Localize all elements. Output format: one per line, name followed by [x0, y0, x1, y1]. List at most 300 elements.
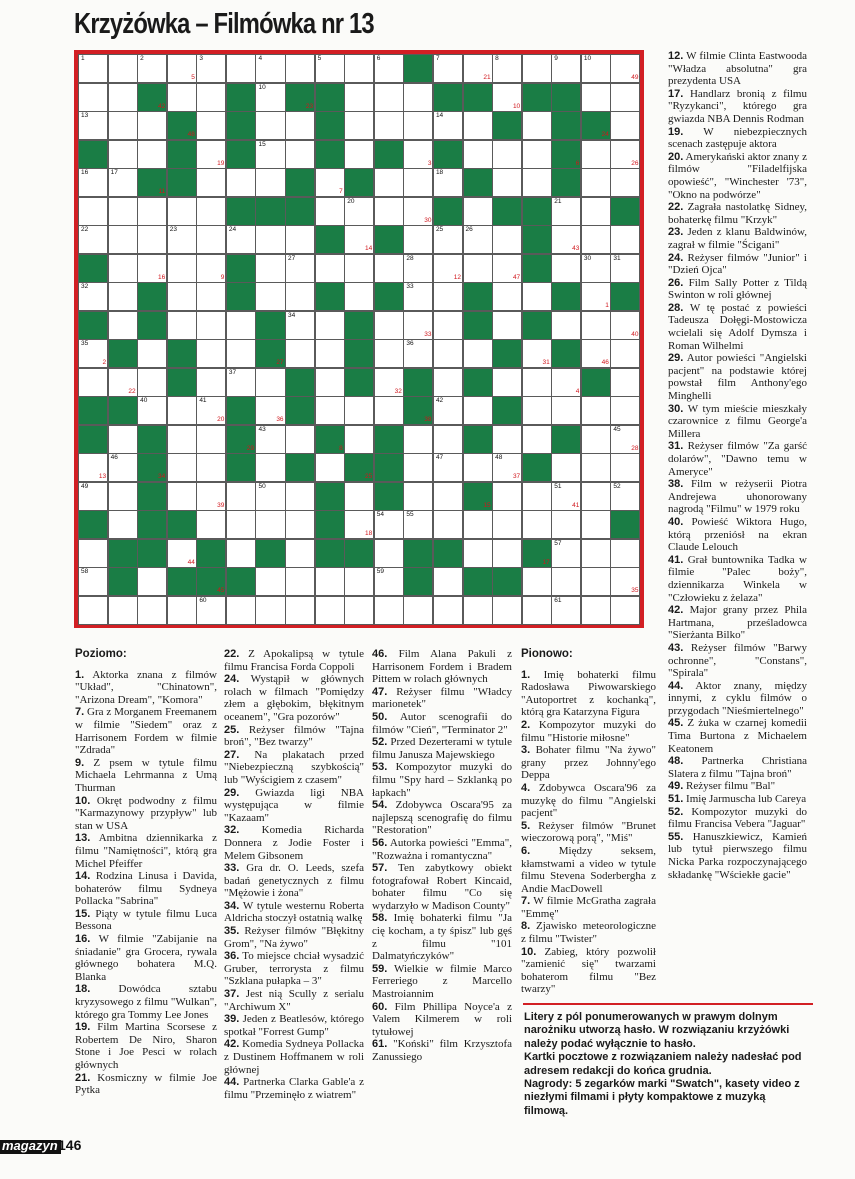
grid-cell[interactable]: [196, 225, 226, 254]
grid-cell[interactable]: [551, 453, 581, 482]
grid-cell[interactable]: [226, 168, 256, 197]
grid-cell[interactable]: [463, 111, 493, 140]
grid-cell[interactable]: [581, 539, 611, 568]
grid-cell[interactable]: [433, 225, 463, 254]
grid-cell[interactable]: [226, 225, 256, 254]
grid-cell[interactable]: [196, 54, 226, 83]
grid-cell[interactable]: [403, 168, 433, 197]
grid-cell[interactable]: [344, 254, 374, 283]
black-cell: [285, 368, 315, 397]
clue-text: Zagrała nastolatkę Sidney, bohaterkę filmu "Krzyk": [668, 201, 807, 226]
grid-cell[interactable]: [374, 111, 404, 140]
grid-cell[interactable]: [433, 111, 463, 140]
grid-cell[interactable]: [433, 567, 463, 596]
clue-text: W filmie "Zabijanie na śniadanie" gra Grocera, rywala głównego bohatera M.Q. Blanka: [75, 933, 217, 983]
grid-cell[interactable]: [374, 311, 404, 340]
grid-cell[interactable]: [610, 368, 640, 397]
grid-cell[interactable]: [610, 140, 640, 169]
clue-number-label: 46.: [372, 648, 388, 660]
grid-cell[interactable]: [581, 282, 611, 311]
grid-cell[interactable]: [463, 140, 493, 169]
grid-cell[interactable]: [463, 254, 493, 283]
grid-cell[interactable]: [108, 197, 138, 226]
grid-cell[interactable]: [433, 453, 463, 482]
grid-cell[interactable]: [315, 254, 345, 283]
grid-cell[interactable]: [403, 453, 433, 482]
grid-cell[interactable]: [610, 425, 640, 454]
grid-cell[interactable]: [137, 567, 167, 596]
grid-cell[interactable]: [522, 482, 552, 511]
grid-cell[interactable]: [255, 567, 285, 596]
grid-cell[interactable]: [344, 140, 374, 169]
grid-cell[interactable]: [581, 254, 611, 283]
grid-cell[interactable]: [403, 225, 433, 254]
clue: [668, 277, 807, 302]
grid-cell[interactable]: [137, 54, 167, 83]
grid-cell[interactable]: [315, 453, 345, 482]
grid-cell[interactable]: [255, 596, 285, 625]
grid-cell[interactable]: [137, 111, 167, 140]
grid-cell[interactable]: [522, 339, 552, 368]
grid-cell[interactable]: [610, 111, 640, 140]
grid-cell[interactable]: [344, 567, 374, 596]
clue-text: Z psem w tytule filmu Michaela Lehrmanna z Umą Thurman: [75, 756, 217, 794]
grid-cell[interactable]: [285, 539, 315, 568]
grid-cell[interactable]: [255, 254, 285, 283]
grid-cell[interactable]: [315, 54, 345, 83]
grid-cell[interactable]: [344, 510, 374, 539]
grid-cell[interactable]: [463, 54, 493, 83]
grid-cell[interactable]: [255, 140, 285, 169]
grid-cell[interactable]: [167, 482, 197, 511]
grid-cell[interactable]: [108, 168, 138, 197]
clue: [668, 478, 807, 516]
grid-cell[interactable]: [374, 83, 404, 112]
grid-cell[interactable]: [315, 311, 345, 340]
grid-cell[interactable]: [196, 111, 226, 140]
grid-cell[interactable]: [374, 168, 404, 197]
grid-cell[interactable]: [344, 596, 374, 625]
grid-cell[interactable]: [403, 596, 433, 625]
grid-cell[interactable]: [167, 197, 197, 226]
grid-cell[interactable]: [403, 311, 433, 340]
grid-cell[interactable]: [167, 396, 197, 425]
grid-cell[interactable]: [403, 197, 433, 226]
grid-cell[interactable]: [344, 425, 374, 454]
grid-cell[interactable]: [344, 54, 374, 83]
grid-cell[interactable]: [610, 396, 640, 425]
grid-cell[interactable]: [610, 482, 640, 511]
grid-cell[interactable]: [403, 254, 433, 283]
grid-cell[interactable]: [403, 425, 433, 454]
clue-text: Film Sally Potter z Tildą Swinton w roli głównej: [668, 276, 807, 302]
grid-cell[interactable]: [492, 539, 522, 568]
grid-cell[interactable]: [463, 225, 493, 254]
grid-cell[interactable]: [78, 567, 108, 596]
grid-cell[interactable]: [581, 54, 611, 83]
grid-cell[interactable]: [581, 168, 611, 197]
grid-cell[interactable]: [581, 311, 611, 340]
grid-cell[interactable]: [522, 425, 552, 454]
grid-cell[interactable]: [255, 282, 285, 311]
grid-cell[interactable]: [433, 254, 463, 283]
grid-cell[interactable]: [108, 368, 138, 397]
grid-cell[interactable]: [551, 539, 581, 568]
grid-cell[interactable]: [196, 368, 226, 397]
clue-number: 30: [583, 254, 592, 262]
grid-cell[interactable]: [78, 83, 108, 112]
solution-key-number: 28: [631, 444, 639, 452]
grid-cell[interactable]: [374, 197, 404, 226]
grid-cell[interactable]: [492, 482, 522, 511]
grid-cell[interactable]: [551, 225, 581, 254]
grid-cell[interactable]: [315, 596, 345, 625]
grid-cell[interactable]: [522, 140, 552, 169]
grid-cell[interactable]: [167, 54, 197, 83]
clue-number: 45: [613, 425, 621, 433]
grid-cell[interactable]: [374, 567, 404, 596]
grid-cell[interactable]: [226, 510, 256, 539]
grid-cell[interactable]: [433, 54, 463, 83]
grid-cell[interactable]: [167, 311, 197, 340]
grid-cell[interactable]: [374, 510, 404, 539]
grid-cell[interactable]: [137, 225, 167, 254]
grid-cell[interactable]: [78, 453, 108, 482]
grid-cell[interactable]: [551, 510, 581, 539]
grid-cell[interactable]: [285, 425, 315, 454]
grid-cell[interactable]: [255, 425, 285, 454]
clue-number-label: 24.: [224, 673, 240, 686]
grid-cell[interactable]: [463, 510, 493, 539]
clue-number-label: 26.: [668, 276, 684, 289]
grid-cell[interactable]: [551, 596, 581, 625]
grid-cell[interactable]: [137, 596, 167, 625]
grid-cell[interactable]: [522, 567, 552, 596]
grid-cell[interactable]: [78, 282, 108, 311]
grid-cell[interactable]: [196, 339, 226, 368]
grid-cell[interactable]: [403, 510, 433, 539]
grid-cell[interactable]: [610, 83, 640, 112]
grid-cell[interactable]: [255, 482, 285, 511]
grid-cell[interactable]: [610, 453, 640, 482]
grid-cell[interactable]: [551, 254, 581, 283]
grid-cell[interactable]: [108, 311, 138, 340]
grid-cell[interactable]: [167, 225, 197, 254]
grid-cell[interactable]: [196, 168, 226, 197]
grid-cell[interactable]: [374, 368, 404, 397]
grid-cell[interactable]: [285, 339, 315, 368]
grid-cell[interactable]: [108, 596, 138, 625]
grid-cell[interactable]: [255, 54, 285, 83]
grid-cell[interactable]: [403, 83, 433, 112]
grid-cell[interactable]: [374, 339, 404, 368]
grid-cell[interactable]: [108, 254, 138, 283]
grid-cell[interactable]: [610, 311, 640, 340]
grid-cell[interactable]: [78, 539, 108, 568]
grid-cell[interactable]: [344, 111, 374, 140]
grid-cell[interactable]: [285, 596, 315, 625]
grid-cell[interactable]: [581, 596, 611, 625]
grid-cell[interactable]: [78, 54, 108, 83]
grid-cell[interactable]: [433, 168, 463, 197]
grid-cell[interactable]: [492, 225, 522, 254]
clue-text: Okręt podwodny z filmu "Karmazynowy przypływ" lub stan w USA: [75, 794, 217, 832]
grid-cell[interactable]: [196, 140, 226, 169]
grid-cell[interactable]: [196, 596, 226, 625]
grid-cell[interactable]: [433, 282, 463, 311]
grid-cell[interactable]: [315, 339, 345, 368]
grid-cell[interactable]: [581, 197, 611, 226]
grid-cell[interactable]: [167, 254, 197, 283]
grid-cell[interactable]: [433, 510, 463, 539]
grid-cell[interactable]: [196, 254, 226, 283]
grid-cell[interactable]: [610, 54, 640, 83]
grid-cell[interactable]: [522, 168, 552, 197]
grid-cell[interactable]: [522, 54, 552, 83]
grid-cell[interactable]: [344, 396, 374, 425]
grid-cell[interactable]: [522, 111, 552, 140]
grid-cell[interactable]: [581, 83, 611, 112]
grid-cell[interactable]: [433, 396, 463, 425]
grid-cell[interactable]: [226, 482, 256, 511]
grid-cell[interactable]: [255, 225, 285, 254]
grid-cell[interactable]: [255, 396, 285, 425]
grid-cell[interactable]: [344, 225, 374, 254]
grid-cell[interactable]: [167, 596, 197, 625]
grid-cell[interactable]: [108, 140, 138, 169]
grid-cell[interactable]: [315, 396, 345, 425]
grid-cell[interactable]: [374, 596, 404, 625]
grid-cell[interactable]: [403, 140, 433, 169]
grid-cell[interactable]: [315, 567, 345, 596]
grid-cell[interactable]: [137, 396, 167, 425]
grid-cell[interactable]: [463, 396, 493, 425]
grid-cell[interactable]: [492, 425, 522, 454]
grid-cell[interactable]: [581, 140, 611, 169]
clue: [224, 988, 364, 1013]
grid-cell[interactable]: [78, 111, 108, 140]
grid-cell[interactable]: [226, 54, 256, 83]
grid-cell[interactable]: [255, 368, 285, 397]
grid-cell[interactable]: [581, 567, 611, 596]
grid-cell[interactable]: [108, 111, 138, 140]
grid-cell[interactable]: [196, 425, 226, 454]
grid-cell[interactable]: [492, 282, 522, 311]
grid-cell[interactable]: [196, 453, 226, 482]
grid-cell[interactable]: [522, 368, 552, 397]
grid-cell[interactable]: [581, 425, 611, 454]
grid-cell[interactable]: [196, 311, 226, 340]
grid-cell[interactable]: [255, 111, 285, 140]
grid-cell[interactable]: [167, 453, 197, 482]
grid-cell[interactable]: [78, 225, 108, 254]
grid-cell[interactable]: [403, 339, 433, 368]
grid-cell[interactable]: [581, 453, 611, 482]
grid-cell[interactable]: [255, 83, 285, 112]
grid-cell[interactable]: [492, 596, 522, 625]
grid-cell[interactable]: [610, 567, 640, 596]
clue-number: 28: [406, 254, 414, 262]
grid-cell[interactable]: [492, 83, 522, 112]
grid-cell[interactable]: [108, 482, 138, 511]
grid-cell[interactable]: [492, 140, 522, 169]
grid-cell[interactable]: [433, 596, 463, 625]
grid-cell[interactable]: [78, 339, 108, 368]
clue-text: Wielkie w filmie Marco Ferreriego z Marcello Mastroiannim: [372, 962, 512, 1001]
grid-cell[interactable]: [78, 197, 108, 226]
grid-cell[interactable]: [581, 396, 611, 425]
grid-cell[interactable]: [137, 368, 167, 397]
grid-cell[interactable]: [226, 339, 256, 368]
grid-cell[interactable]: [226, 368, 256, 397]
grid-cell[interactable]: [285, 567, 315, 596]
grid-cell[interactable]: [433, 425, 463, 454]
grid-cell[interactable]: [315, 168, 345, 197]
grid-cell[interactable]: [374, 396, 404, 425]
grid-cell[interactable]: [492, 368, 522, 397]
grid-cell[interactable]: [285, 254, 315, 283]
grid-cell[interactable]: [581, 482, 611, 511]
grid-cell[interactable]: [344, 482, 374, 511]
grid-cell[interactable]: [285, 282, 315, 311]
grid-cell[interactable]: [492, 311, 522, 340]
grid-cell[interactable]: [108, 510, 138, 539]
grid-cell[interactable]: [196, 197, 226, 226]
grid-cell[interactable]: [315, 197, 345, 226]
grid-cell[interactable]: [610, 339, 640, 368]
grid-cell[interactable]: [285, 111, 315, 140]
clue-number: 26: [465, 226, 473, 233]
grid-cell[interactable]: [196, 396, 226, 425]
clue-number: 51: [554, 482, 562, 490]
grid-cell[interactable]: [285, 225, 315, 254]
grid-cell[interactable]: [167, 425, 197, 454]
grid-cell[interactable]: [226, 596, 256, 625]
grid-cell[interactable]: [108, 282, 138, 311]
grid-cell[interactable]: [610, 539, 640, 568]
grid-cell[interactable]: [551, 482, 581, 511]
grid-cell[interactable]: [492, 254, 522, 283]
grid-cell[interactable]: [610, 168, 640, 197]
grid-cell[interactable]: [285, 510, 315, 539]
black-cell: [137, 282, 167, 311]
black-cell: [344, 168, 374, 197]
grid-cell[interactable]: [285, 54, 315, 83]
grid-cell[interactable]: [344, 282, 374, 311]
grid-cell[interactable]: [226, 539, 256, 568]
grid-cell[interactable]: [610, 225, 640, 254]
grid-cell[interactable]: [255, 510, 285, 539]
grid-cell[interactable]: [108, 425, 138, 454]
grid-cell[interactable]: [522, 510, 552, 539]
grid-cell[interactable]: [581, 225, 611, 254]
grid-cell[interactable]: [108, 225, 138, 254]
grid-cell[interactable]: [196, 510, 226, 539]
grid-cell[interactable]: [196, 83, 226, 112]
grid-cell[interactable]: [167, 83, 197, 112]
grid-cell[interactable]: [463, 539, 493, 568]
grid-cell[interactable]: [522, 282, 552, 311]
clue-number: 47: [435, 454, 444, 461]
clue: [668, 226, 807, 251]
grid-cell[interactable]: [551, 197, 581, 226]
grid-cell[interactable]: [551, 567, 581, 596]
grid-cell[interactable]: [551, 311, 581, 340]
grid-cell[interactable]: [108, 453, 138, 482]
grid-cell[interactable]: [108, 83, 138, 112]
grid-cell[interactable]: [433, 339, 463, 368]
grid-cell[interactable]: [581, 339, 611, 368]
grid-cell[interactable]: [285, 311, 315, 340]
grid-cell[interactable]: [492, 453, 522, 482]
grid-cell[interactable]: [433, 311, 463, 340]
grid-cell[interactable]: [463, 453, 493, 482]
grid-cell[interactable]: [610, 254, 640, 283]
grid-cell[interactable]: [344, 197, 374, 226]
grid-cell[interactable]: [374, 539, 404, 568]
grid-cell[interactable]: [463, 197, 493, 226]
grid-cell[interactable]: [551, 396, 581, 425]
grid-cell[interactable]: [492, 168, 522, 197]
grid-cell[interactable]: [196, 282, 226, 311]
grid-cell[interactable]: [255, 453, 285, 482]
clue-text: Jest nią Scully z serialu "Archiwum X": [224, 988, 364, 1013]
clue-number-label: 37.: [224, 988, 240, 1001]
grid-cell[interactable]: [196, 482, 226, 511]
grid-cell[interactable]: [137, 339, 167, 368]
grid-cell[interactable]: [433, 368, 463, 397]
grid-cell[interactable]: [226, 311, 256, 340]
grid-cell[interactable]: [522, 596, 552, 625]
prize-text: Nagrody: 5 zegarków marki "Swatch", kasety video z niezłymi filmami i płyty kompaktowe z muzyką filmową.: [524, 1078, 800, 1117]
grid-cell[interactable]: [137, 254, 167, 283]
clue-text: Aktor znany, między innymi, z cyklu filmów o przygodach "Nieśmiertelnego": [668, 679, 807, 717]
black-cell: [492, 396, 522, 425]
grid-cell[interactable]: [463, 339, 493, 368]
grid-cell[interactable]: [610, 596, 640, 625]
grid-cell[interactable]: [344, 83, 374, 112]
grid-cell[interactable]: [167, 539, 197, 568]
grid-cell[interactable]: [315, 368, 345, 397]
grid-cell[interactable]: [433, 482, 463, 511]
grid-cell[interactable]: [403, 482, 433, 511]
grid-cell[interactable]: [374, 54, 404, 83]
grid-cell[interactable]: [78, 482, 108, 511]
grid-cell[interactable]: [551, 54, 581, 83]
grid-cell[interactable]: [463, 596, 493, 625]
grid-cell[interactable]: [551, 368, 581, 397]
grid-cell[interactable]: [403, 282, 433, 311]
grid-cell[interactable]: [78, 596, 108, 625]
grid-cell[interactable]: [137, 140, 167, 169]
grid-cell[interactable]: [403, 111, 433, 140]
grid-cell[interactable]: [581, 510, 611, 539]
grid-cell[interactable]: [108, 54, 138, 83]
grid-cell[interactable]: [137, 197, 167, 226]
grid-cell[interactable]: [78, 368, 108, 397]
grid-cell[interactable]: [78, 168, 108, 197]
grid-cell[interactable]: [492, 54, 522, 83]
grid-cell[interactable]: [492, 510, 522, 539]
black-cell: [137, 453, 167, 482]
grid-cell[interactable]: [167, 282, 197, 311]
grid-cell[interactable]: [374, 254, 404, 283]
black-cell: [433, 140, 463, 169]
grid-cell[interactable]: [285, 482, 315, 511]
grid-cell[interactable]: [285, 140, 315, 169]
grid-cell[interactable]: [255, 168, 285, 197]
grid-cell[interactable]: [522, 396, 552, 425]
